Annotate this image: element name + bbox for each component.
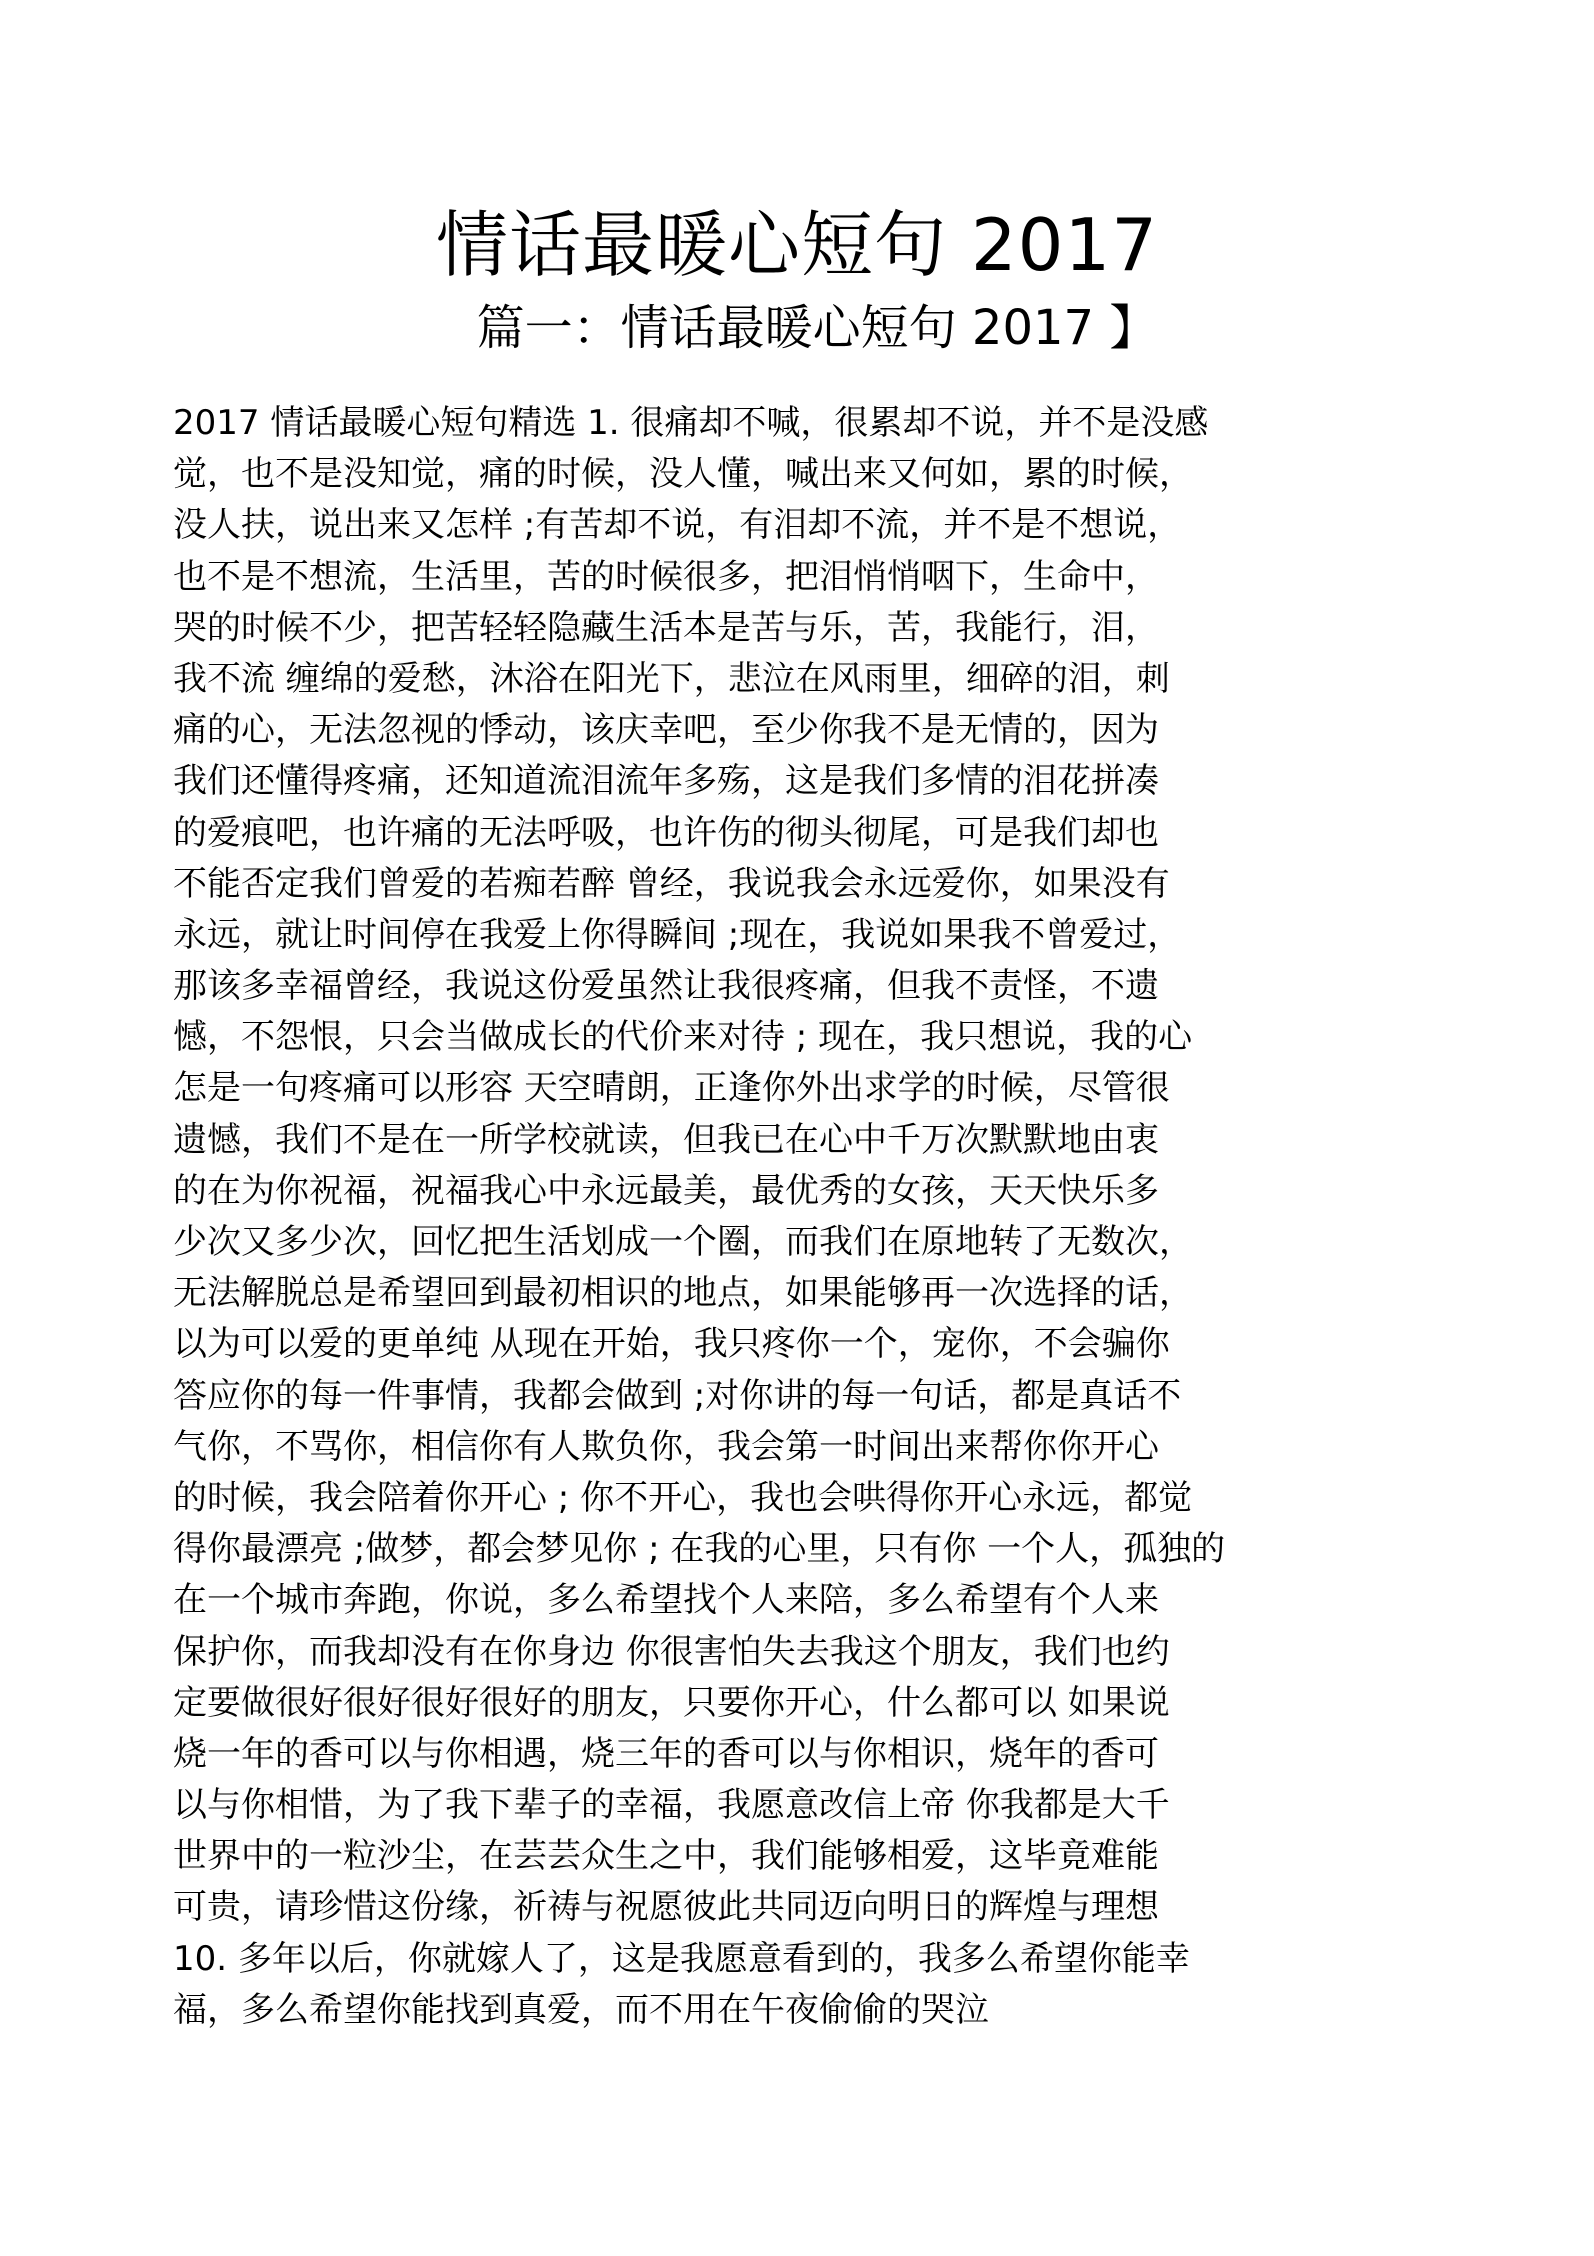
body-line: 我们还懂得疼痛，还知道流泪流年多殇，这是我们多情的泪花拼凑	[173, 761, 1159, 802]
body-line: 憾，不怨恨，只会当做成长的代价来对待 ; 现在，我只想说，我的心	[173, 1017, 1193, 1058]
body-line: 觉，也不是没知觉，痛的时候，没人懂，喊出来又何如，累的时候，	[173, 454, 1193, 495]
body-line: 的在为你祝福，祝福我心中永远最美，最优秀的女孩，天天快乐多	[173, 1170, 1159, 1211]
body-line: 在一个城市奔跑，你说，多么希望找个人来陪，多么希望有个人来	[173, 1580, 1159, 1621]
body-line: 世界中的一粒沙尘，在芸芸众生之中，我们能够相爱，这毕竟难能	[173, 1836, 1159, 1877]
body-line: 以为可以爱的更单纯 从现在开始，我只疼你一个，宠你，不会骗你	[173, 1324, 1170, 1365]
body-line: 气你，不骂你，相信你有人欺负你，我会第一时间出来帮你你开心	[173, 1426, 1159, 1467]
body-line: 以与你相惜，为了我下辈子的幸福，我愿意改信上帝 你我都是大千	[173, 1785, 1170, 1826]
document-title: 情话最暖心短句 2017	[435, 203, 1159, 287]
body-line: 少次又多少次，回忆把生活划成一个圈，而我们在原地转了无数次，	[173, 1222, 1193, 1262]
body-line: 可贵，请珍惜这份缘，祈祷与祝愿彼此共同迈向明日的辉煌与理想	[173, 1887, 1159, 1928]
body-line: 我不流 缠绵的爱愁，沐浴在阳光下，悲泣在风雨里，细碎的泪，刺	[173, 658, 1170, 699]
body-line: 答应你的每一件事情，我都会做到 ;对你讲的每一句话，都是真话不	[173, 1375, 1182, 1416]
body-line: 2017 情话最暖心短句精选 1. 很痛却不喊，很累却不说，并不是没感	[173, 403, 1209, 443]
body-line: 不能否定我们曾爱的若痴若醉 曾经，我说我会永远爱你，如果没有	[173, 863, 1170, 904]
body-line: 定要做很好很好很好很好的朋友，只要你开心，什么都可以 如果说	[173, 1682, 1170, 1723]
body-line: 遗憾，我们不是在一所学校就读，但我已在心中千万次默默地由衷	[173, 1119, 1159, 1160]
body-line: 痛的心，无法忽视的悸动，该庆幸吧，至少你我不是无情的，因为	[173, 710, 1159, 751]
body-line: 10. 多年以后，你就嫁人了，这是我愿意看到的，我多么希望你能幸	[173, 1938, 1190, 1979]
body-line: 福，多么希望你能找到真爱，而不用在午夜偷偷的哭泣	[173, 1989, 989, 2030]
body-line: 得你最漂亮 ;做梦，都会梦见你 ; 在我的心里，只有你 一个人，孤独的	[173, 1529, 1226, 1570]
body-line: 没人扶，说出来又怎样 ;有苦却不说，有泪却不流，并不是不想说，	[173, 505, 1182, 546]
body-line: 的爱痕吧，也许痛的无法呼吸，也许伤的彻头彻尾，可是我们却也	[173, 812, 1159, 853]
body-line: 也不是不想流，生活里，苦的时候很多，把泪悄悄咽下，生命中，	[173, 556, 1159, 597]
body-line: 的时候，我会陪着你开心 ; 你不开心，我也会哄得你开心永远，都觉	[173, 1477, 1193, 1518]
body-line: 哭的时候不少，把苦轻轻隐藏生活本是苦与乐，苦，我能行，泪，	[173, 607, 1159, 648]
body-line: 保护你，而我却没有在你身边 你很害怕失去我这个朋友，我们也约	[173, 1631, 1170, 1672]
body-line: 永远，就让时间停在我爱上你得瞬间 ;现在，我说如果我不曾爱过，	[173, 914, 1182, 955]
body-line: 怎是一句疼痛可以形容 天空晴朗，正逢你外出求学的时候，尽管很	[173, 1068, 1170, 1109]
body-line: 无法解脱总是希望回到最初相识的地点，如果能够再一次选择的话，	[173, 1273, 1193, 1314]
body-line: 烧一年的香可以与你相遇，烧三年的香可以与你相识，烧年的香可	[173, 1733, 1159, 1774]
body-line: 那该多幸福曾经，我说这份爱虽然让我很疼痛，但我不责怪，不遗	[173, 966, 1159, 1007]
document-body	[173, 398, 1433, 2036]
document-subtitle: 篇一：情话最暖心短句 2017 】	[476, 300, 1158, 356]
